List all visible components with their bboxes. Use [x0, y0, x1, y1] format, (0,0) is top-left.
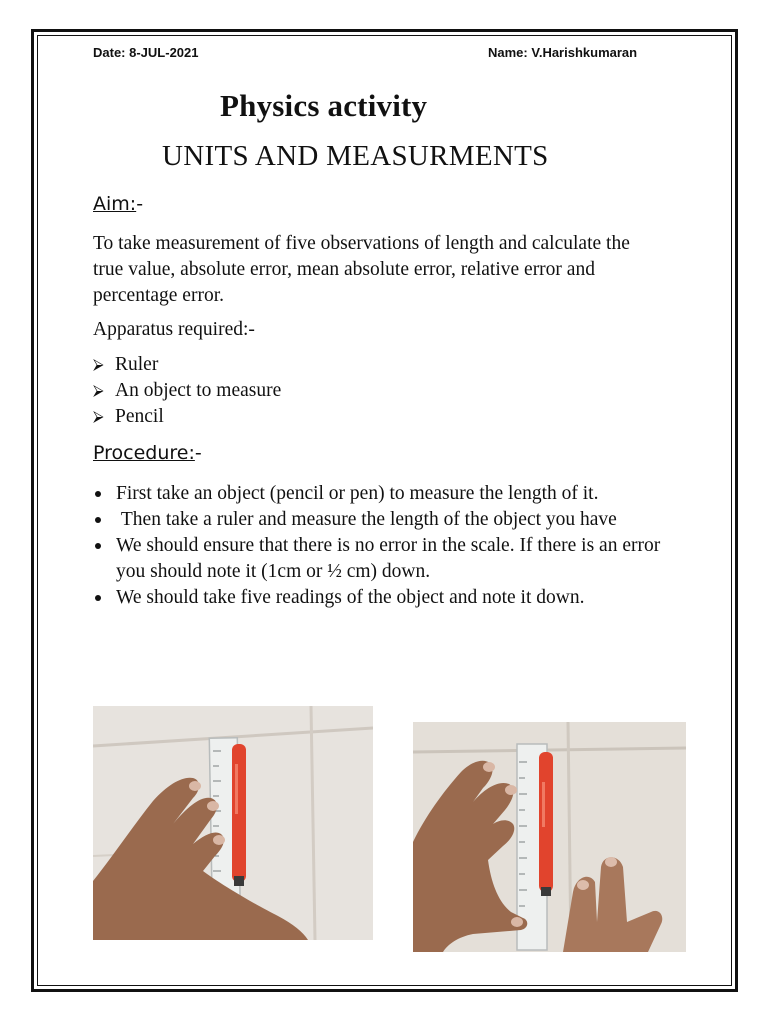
- list-item: [93, 404, 281, 430]
- pen-tip: [234, 876, 244, 886]
- measurement-photo-2: [413, 722, 686, 952]
- pen-highlight: [542, 782, 545, 827]
- apparatus-item: Pencil: [115, 406, 164, 427]
- bullet-icon: [95, 491, 101, 497]
- bullet-icon: [95, 517, 101, 523]
- photo-illustration: [93, 706, 373, 940]
- date-label: Date: 8-JUL-2021: [93, 45, 199, 60]
- procedure-step: Then take a ruler and measure the length of the object you have: [116, 509, 617, 530]
- page-title: Physics activity: [220, 88, 428, 123]
- procedure-list: [93, 481, 683, 611]
- list-item: [93, 352, 281, 378]
- fingernail: [605, 857, 617, 867]
- procedure-heading-text: Procedure:: [93, 442, 195, 464]
- aim-text: To take measurement of five observations of length and calculate the true value, absolute error, mean absolute error, relative error and percentage error.: [93, 233, 630, 306]
- fingernail: [213, 835, 225, 845]
- procedure-heading: [93, 442, 202, 464]
- arrow-bullet-icon: ⮚: [93, 383, 104, 399]
- list-item: [93, 378, 281, 404]
- fingernail: [577, 880, 589, 890]
- apparatus-heading: Apparatus required:-: [93, 319, 255, 340]
- pen: [232, 744, 246, 882]
- list-item: [93, 533, 683, 585]
- procedure-step: First take an object (pencil or pen) to measure the length of it.: [116, 483, 599, 504]
- pen-highlight: [235, 764, 238, 814]
- list-item: [93, 507, 683, 533]
- arrow-bullet-icon: ⮚: [93, 357, 104, 373]
- fingernail: [483, 762, 495, 772]
- procedure-step: We should ensure that there is no error in the scale. If there is an error you should note it (1cm or ½ cm) down.: [116, 535, 661, 582]
- fingernail: [207, 801, 219, 811]
- aim-heading-text: Aim:: [93, 193, 137, 215]
- bullet-icon: [95, 543, 101, 549]
- procedure-heading-suffix: -: [194, 442, 202, 464]
- apparatus-item: Ruler: [115, 354, 159, 375]
- fingernail: [511, 917, 523, 927]
- aim-heading: [93, 193, 143, 215]
- student-name-label: Name: V.Harishkumaran: [488, 45, 638, 60]
- photo-illustration: [413, 722, 686, 952]
- procedure-step: We should take five readings of the object and note it down.: [116, 587, 585, 608]
- measurement-photo-1: [93, 706, 373, 940]
- fingernail: [189, 781, 201, 791]
- pen: [539, 752, 553, 892]
- apparatus-list: [93, 352, 281, 430]
- pen-tip: [541, 887, 551, 896]
- bullet-icon: [95, 595, 101, 601]
- arrow-bullet-icon: ⮚: [93, 409, 104, 425]
- aim-heading-suffix: -: [136, 193, 144, 215]
- list-item: [93, 585, 683, 611]
- list-item: [93, 481, 683, 507]
- apparatus-item: An object to measure: [115, 380, 282, 401]
- page-subtitle: UNITS AND MEASURMENTS: [162, 140, 549, 172]
- fingernail: [505, 785, 517, 795]
